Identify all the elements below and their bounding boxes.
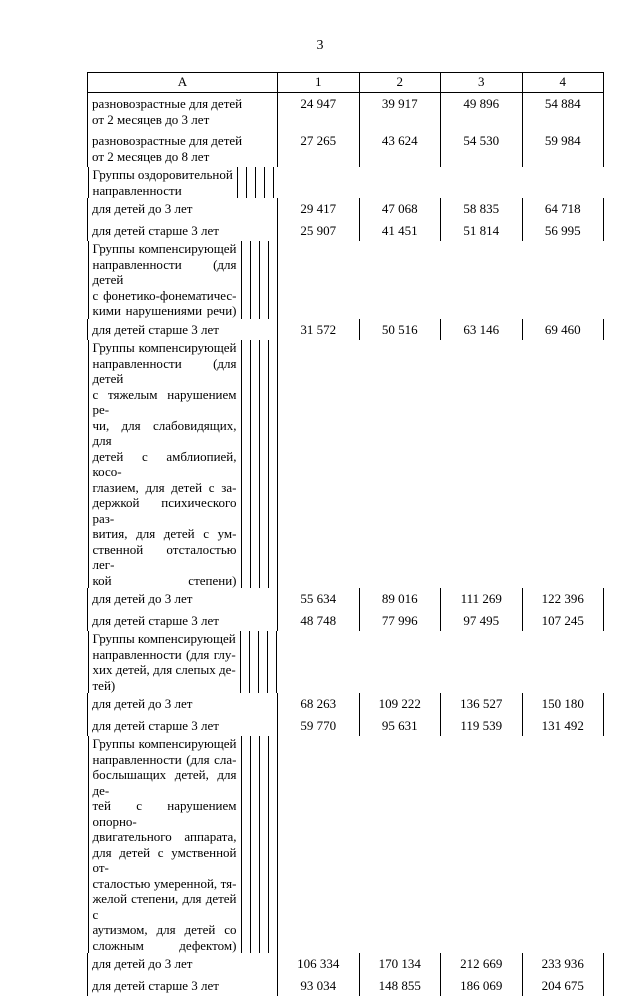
- value-cell-col1: [241, 340, 250, 588]
- value-cell-col3: 212 669: [441, 953, 523, 975]
- label-line: бослышащих детей, для де-: [93, 767, 237, 798]
- value-cell-col2: [250, 241, 259, 319]
- value-cell-col4: 122 396: [522, 588, 604, 610]
- value-cell-col1: [237, 167, 246, 198]
- label-line: с тяжелым нарушением ре-: [93, 387, 237, 418]
- column-header-1: 1: [278, 73, 360, 93]
- value-cell-col2: 47 068: [359, 198, 441, 220]
- label-line: сталостью умеренной, тя-: [93, 876, 237, 892]
- value-cell-col3: 111 269: [441, 588, 523, 610]
- label-line: для детей старше 3 лет: [92, 978, 273, 994]
- column-header-3: 3: [441, 73, 523, 93]
- label-line: для детей старше 3 лет: [92, 223, 273, 239]
- label-line: сложным дефектом): [93, 938, 237, 954]
- label-line: разновозрастные для детей: [92, 133, 273, 149]
- value-cell-col1: 29 417: [278, 198, 360, 220]
- value-cell-col3: 119 539: [441, 715, 523, 737]
- label-line: от 2 месяцев до 8 лет: [92, 149, 273, 165]
- table-row: [88, 610, 604, 632]
- table-row: [88, 130, 604, 167]
- label-line: тей с нарушением опорно-: [93, 798, 237, 829]
- label-line: для детей до 3 лет: [92, 696, 273, 712]
- label-line: аутизмом, для детей со: [93, 922, 237, 938]
- label-line: направленности (для глу-: [93, 647, 236, 663]
- value-cell-col2: 170 134: [359, 953, 441, 975]
- value-cell-col1: 68 263: [278, 693, 360, 715]
- value-cell-col2: 50 516: [359, 319, 441, 341]
- value-cell-col1: 24 947: [278, 93, 360, 131]
- value-cell-col1: 59 770: [278, 715, 360, 737]
- tariff-table: [87, 72, 604, 996]
- group-heading-row: [88, 631, 278, 693]
- table-row: [88, 198, 604, 220]
- row-label-cell: [88, 220, 278, 242]
- value-cell-col1: 27 265: [278, 130, 360, 167]
- value-cell-col1: 31 572: [278, 319, 360, 341]
- value-cell-col3: [255, 167, 264, 198]
- value-cell-col4: 59 984: [522, 130, 604, 167]
- table-header-row: [88, 73, 604, 93]
- value-cell-col3: [258, 631, 267, 693]
- value-cell-col4: 54 884: [522, 93, 604, 131]
- label-line: для детей до 3 лет: [92, 201, 273, 217]
- group-heading-row: [88, 736, 278, 953]
- group-heading-cell: [88, 167, 237, 198]
- label-line: Группы компенсирующей: [93, 631, 236, 647]
- value-cell-col4: [268, 241, 277, 319]
- value-cell-col2: [249, 631, 258, 693]
- label-line: чи, для слабовидящих, для: [93, 418, 237, 449]
- group-heading-cell: [88, 631, 240, 693]
- value-cell-col2: [250, 340, 259, 588]
- label-line: желой степени, для детей с: [93, 891, 237, 922]
- label-line: направленности (для детей: [93, 356, 237, 387]
- column-header-4: 4: [522, 73, 604, 93]
- label-line: Группы компенсирующей: [93, 241, 237, 257]
- label-line: кими нарушениями речи): [93, 303, 237, 319]
- value-cell-col3: 97 495: [441, 610, 523, 632]
- column-header-2: 2: [359, 73, 441, 93]
- row-label-cell: [88, 588, 278, 610]
- row-label-cell: [88, 93, 278, 131]
- value-cell-col3: 58 835: [441, 198, 523, 220]
- label-line: для детей до 3 лет: [92, 591, 273, 607]
- label-line: разновозрастные для детей: [92, 96, 273, 112]
- label-line: для детей старше 3 лет: [92, 322, 273, 338]
- value-cell-col2: 77 996: [359, 610, 441, 632]
- value-cell-col1: 55 634: [278, 588, 360, 610]
- label-line: для детей старше 3 лет: [92, 613, 273, 629]
- table-row: [88, 319, 604, 341]
- table-row: [88, 953, 604, 975]
- row-label-cell: [88, 693, 278, 715]
- label-line: Группы компенсирующей: [93, 736, 237, 752]
- label-line: детей с амблиопией, косо-: [93, 449, 237, 480]
- label-line: для детей до 3 лет: [92, 956, 273, 972]
- table-row: [88, 220, 604, 242]
- row-label-cell: [88, 319, 278, 341]
- table-body: [88, 93, 604, 996]
- value-cell-col2: 109 222: [359, 693, 441, 715]
- label-line: для детей с умственной от-: [93, 845, 237, 876]
- group-heading-row: [88, 241, 278, 319]
- table-row: [88, 588, 604, 610]
- value-cell-col2: 43 624: [359, 130, 441, 167]
- table-row: [88, 693, 604, 715]
- label-line: держкой психического раз-: [93, 495, 237, 526]
- table-row: [88, 975, 604, 996]
- row-label-cell: [88, 715, 278, 737]
- value-cell-col4: 233 936: [522, 953, 604, 975]
- value-cell-col1: 93 034: [278, 975, 360, 996]
- value-cell-col3: 186 069: [441, 975, 523, 996]
- value-cell-col2: [246, 167, 255, 198]
- value-cell-col1: [241, 736, 250, 953]
- value-cell-col3: [259, 241, 268, 319]
- table-row: [88, 93, 604, 131]
- value-cell-col3: 63 146: [441, 319, 523, 341]
- value-cell-col4: [268, 340, 277, 588]
- label-line: ственной отсталостью лег-: [93, 542, 237, 573]
- value-cell-col1: 25 907: [278, 220, 360, 242]
- label-line: Группы компенсирующей: [93, 340, 237, 356]
- value-cell-col2: 41 451: [359, 220, 441, 242]
- label-line: вития, для детей с ум-: [93, 526, 237, 542]
- label-line: направленности: [93, 183, 233, 199]
- value-cell-col3: 136 527: [441, 693, 523, 715]
- group-heading-cell: [88, 241, 241, 319]
- label-line: с фонетико-фонематичес-: [93, 288, 237, 304]
- value-cell-col4: 150 180: [522, 693, 604, 715]
- label-line: тей): [93, 678, 236, 694]
- value-cell-col3: [259, 736, 268, 953]
- value-cell-col4: 131 492: [522, 715, 604, 737]
- value-cell-col3: 54 530: [441, 130, 523, 167]
- label-line: для детей старше 3 лет: [92, 718, 273, 734]
- value-cell-col1: [241, 241, 250, 319]
- value-cell-col2: 89 016: [359, 588, 441, 610]
- value-cell-col2: 95 631: [359, 715, 441, 737]
- value-cell-col1: 106 334: [278, 953, 360, 975]
- value-cell-col4: 69 460: [522, 319, 604, 341]
- label-line: от 2 месяцев до 3 лет: [92, 112, 273, 128]
- label-line: двигательного аппарата,: [93, 829, 237, 845]
- row-label-cell: [88, 130, 278, 167]
- page-number: 3: [0, 38, 640, 54]
- group-heading-row: [88, 167, 278, 198]
- value-cell-col4: 107 245: [522, 610, 604, 632]
- column-header-a: А: [88, 73, 278, 93]
- value-cell-col4: 56 995: [522, 220, 604, 242]
- value-cell-col2: 39 917: [359, 93, 441, 131]
- value-cell-col4: [264, 167, 273, 198]
- value-cell-col4: 204 675: [522, 975, 604, 996]
- value-cell-col4: [267, 631, 276, 693]
- row-label-cell: [88, 610, 278, 632]
- label-line: кой степени): [93, 573, 237, 589]
- label-line: направленности (для сла-: [93, 752, 237, 768]
- label-line: хих детей, для слепых де-: [93, 662, 236, 678]
- value-cell-col3: 49 896: [441, 93, 523, 131]
- value-cell-col1: 48 748: [278, 610, 360, 632]
- label-line: направленности (для детей: [93, 257, 237, 288]
- value-cell-col4: [268, 736, 277, 953]
- value-cell-col2: 148 855: [359, 975, 441, 996]
- value-cell-col3: [259, 340, 268, 588]
- value-cell-col3: 51 814: [441, 220, 523, 242]
- row-label-cell: [88, 953, 278, 975]
- row-label-cell: [88, 198, 278, 220]
- label-line: Группы оздоровительной: [93, 167, 233, 183]
- label-line: глазием, для детей с за-: [93, 480, 237, 496]
- value-cell-col2: [250, 736, 259, 953]
- table-row: [88, 715, 604, 737]
- group-heading-cell: [88, 340, 241, 588]
- group-heading-row: [88, 340, 278, 588]
- row-label-cell: [88, 975, 278, 996]
- value-cell-col4: 64 718: [522, 198, 604, 220]
- value-cell-col1: [240, 631, 249, 693]
- group-heading-cell: [88, 736, 241, 953]
